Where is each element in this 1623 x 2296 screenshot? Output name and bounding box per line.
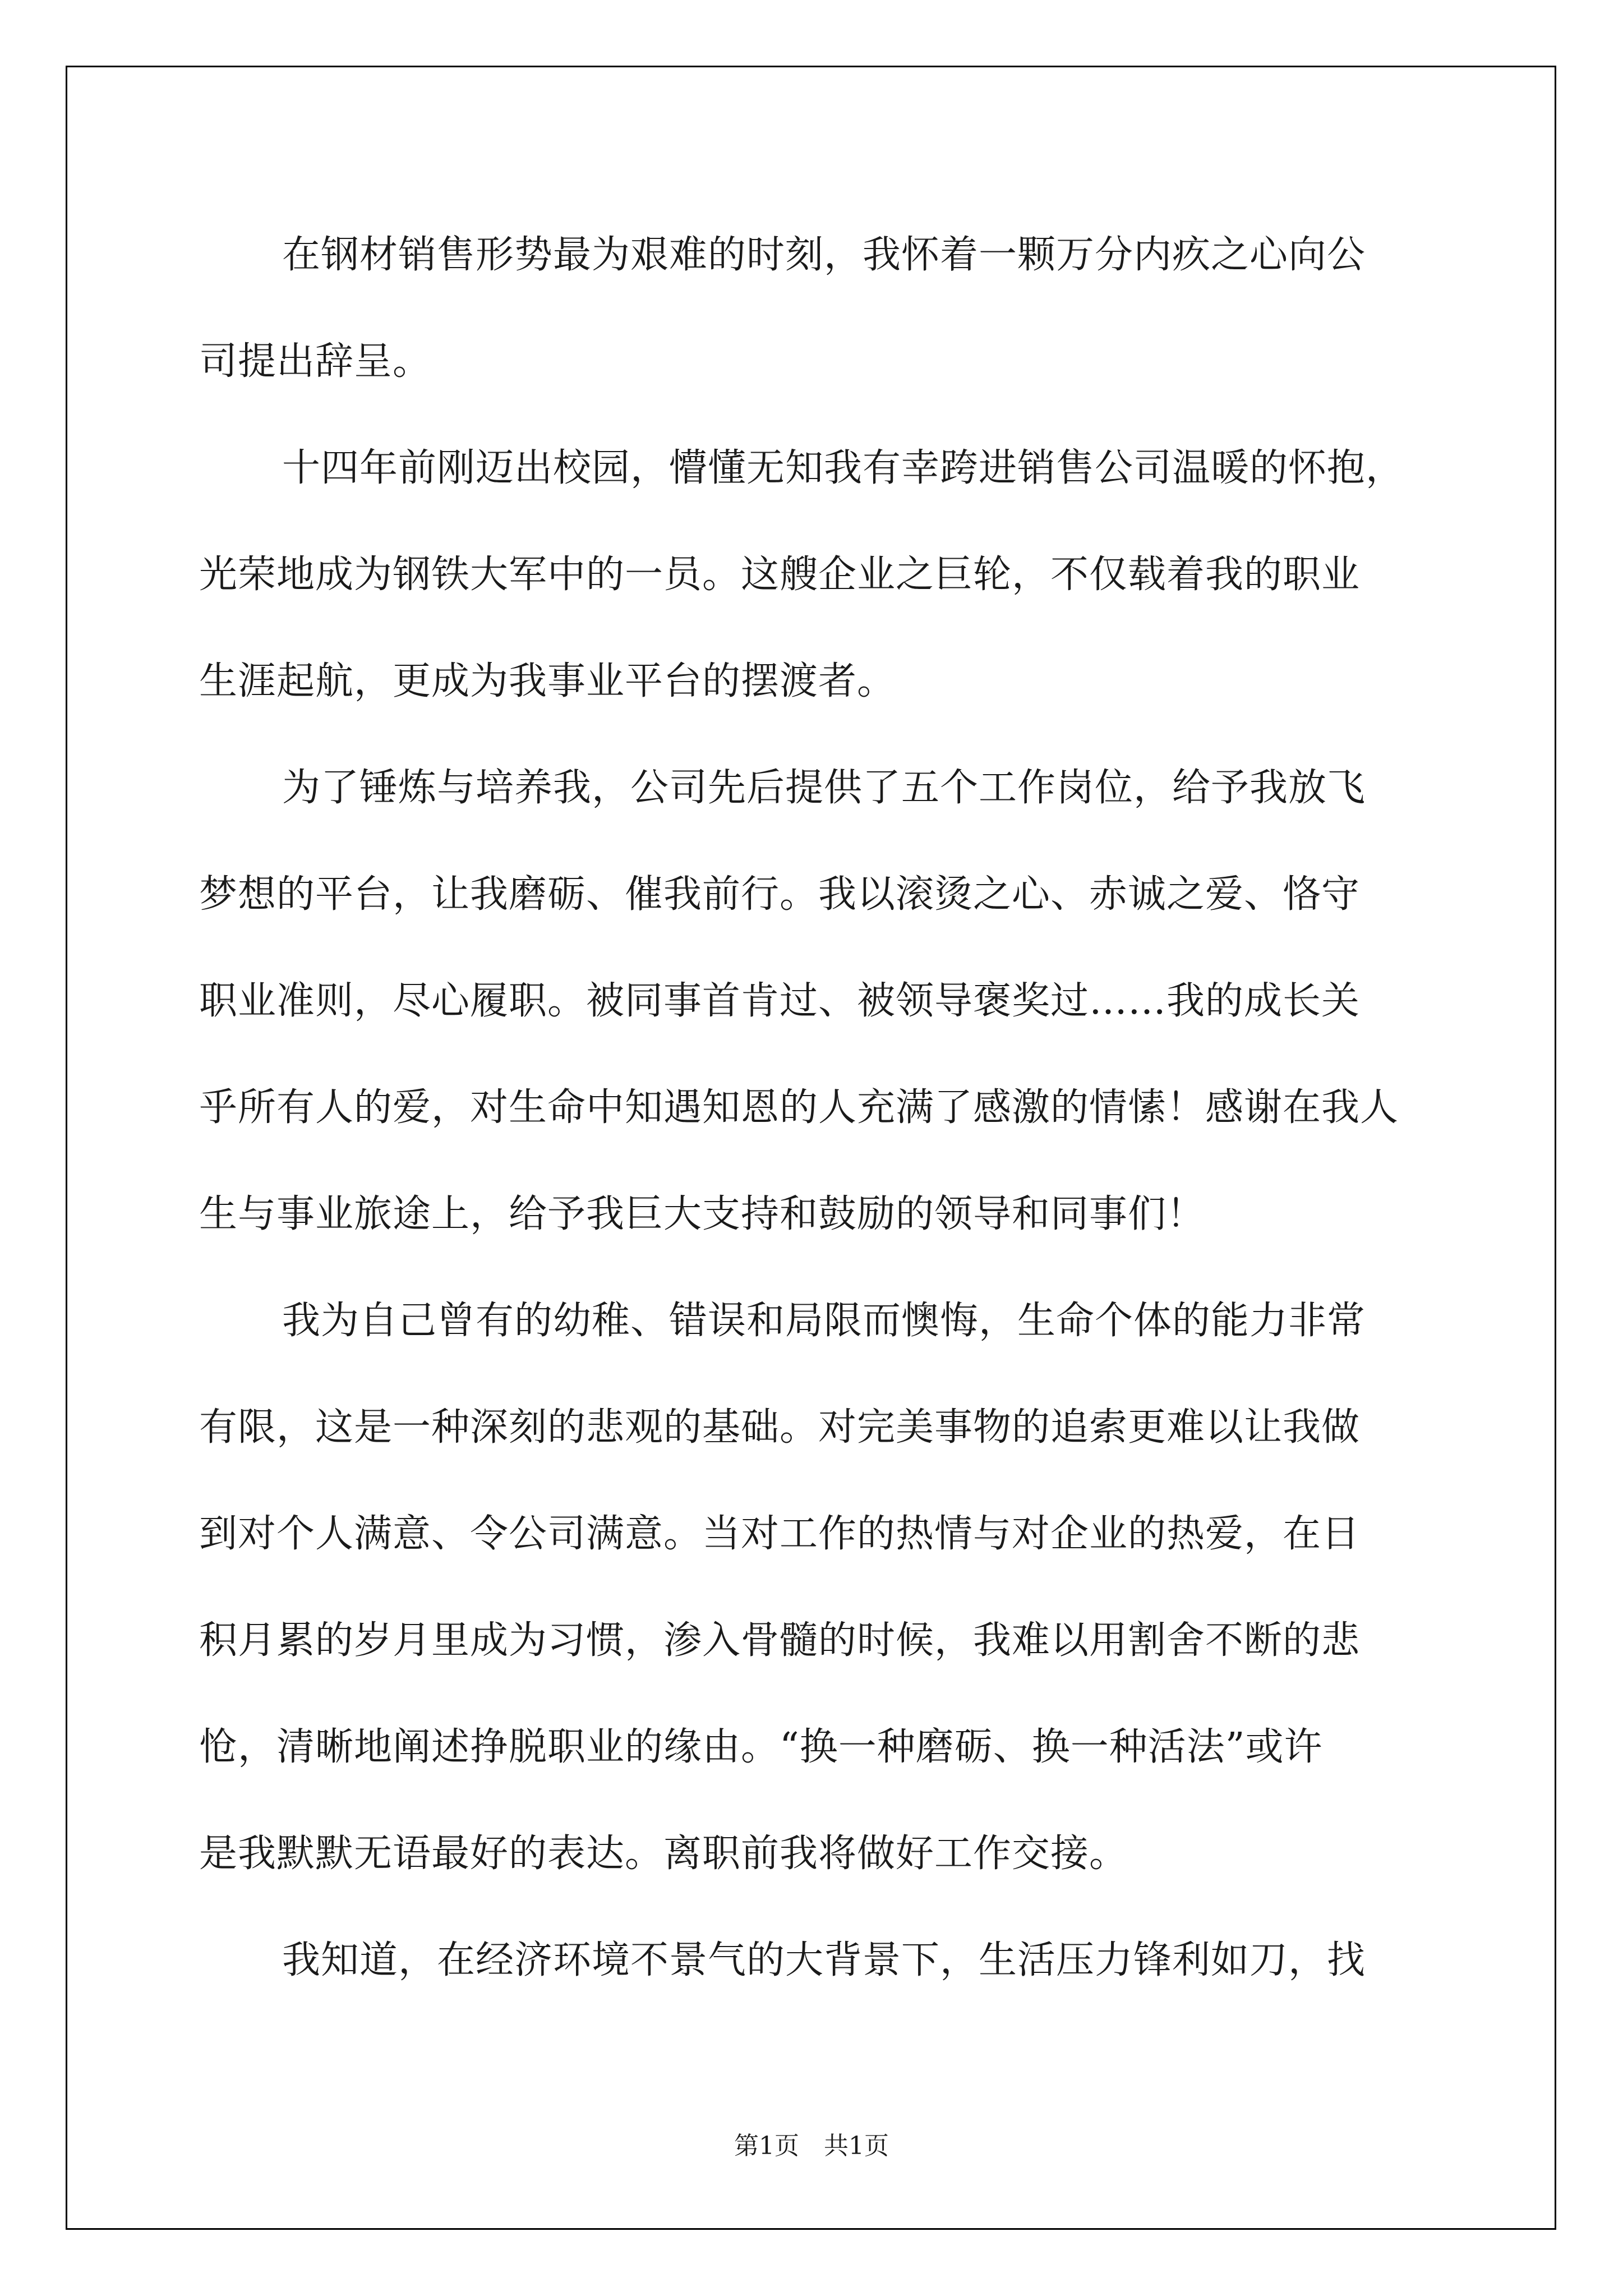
paragraph-line: 我知道，在经济环境不景气的大背景下，生活压力锋利如刀，找 (282, 1938, 1366, 1982)
paragraph-line: 到对个人满意、令公司满意。当对工作的热情与对企业的热爱，在日 (199, 1512, 1361, 1556)
paragraph-line: 生涯起航，更成为我事业平台的摆渡者。 (199, 659, 896, 703)
paragraph-line: 我为自己曾有的幼稚、错误和局限而懊悔，生命个体的能力非常 (282, 1299, 1366, 1343)
paragraph-line: 职业准则，尽心履职。被同事首肯过、被领导褒奖过……我的成长关 (199, 979, 1361, 1023)
paragraph-line: 为了锤炼与培养我，公司先后提供了五个工作岗位，给予我放飞 (282, 766, 1366, 810)
paragraph-line: 生与事业旅途上，给予我巨大支持和鼓励的领导和同事们！ (199, 1192, 1206, 1236)
paragraph-line: 怆，清晰地阐述挣脱职业的缘由。“换一种磨砺、换一种活法”或许 (199, 1725, 1323, 1769)
paragraph-line: 是我默默无语最好的表达。离职前我将做好工作交接。 (199, 1832, 1128, 1876)
paragraph-line: 梦想的平台，让我磨砺、催我前行。我以滚烫之心、赤诚之爱、恪守 (199, 872, 1361, 917)
page-number-label: 第1页 共1页 (734, 2132, 889, 2160)
document-body (199, 213, 1444, 2025)
paragraph-line: 十四年前刚迈出校园，懵懂无知我有幸跨进销售公司温暖的怀抱， (282, 446, 1405, 490)
paragraph-line: 有限，这是一种深刻的悲观的基础。对完美事物的追索更难以让我做 (199, 1405, 1361, 1450)
paragraph-line: 乎所有人的爱，对生命中知遇知恩的人充满了感激的情愫！感谢在我人 (199, 1085, 1399, 1130)
paragraph-line: 在钢材销售形势最为艰难的时刻，我怀着一颗万分内疚之心向公 (282, 233, 1366, 277)
paragraph-line: 光荣地成为钢铁大军中的一员。这艘企业之巨轮，不仅载着我的职业 (199, 553, 1361, 597)
paragraph-line: 司提出辞呈。 (199, 339, 432, 384)
paragraph-line: 积月累的岁月里成为习惯，渗入骨髓的时候，我难以用割舍不断的悲 (199, 1618, 1361, 1663)
page-footer (0, 2131, 1623, 2162)
